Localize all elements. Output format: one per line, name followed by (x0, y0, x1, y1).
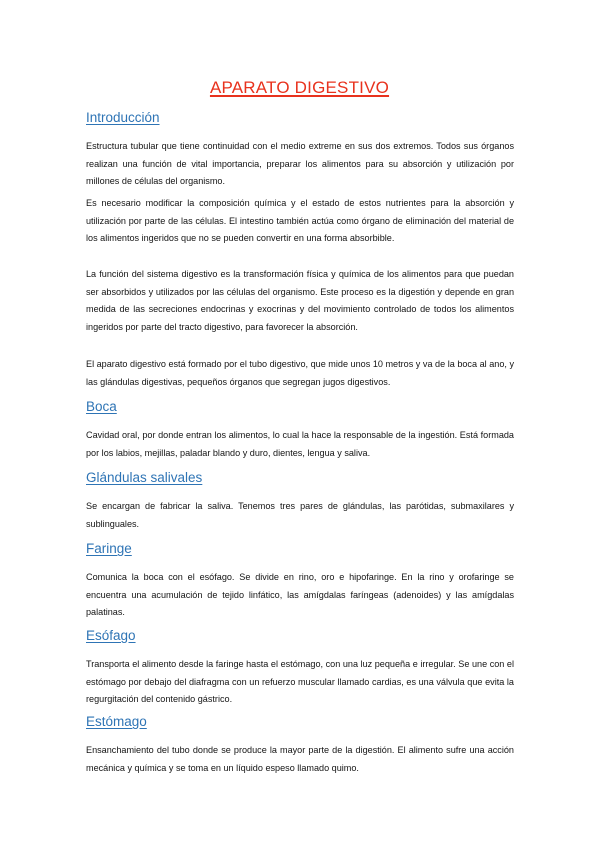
paragraph-glandulas-salivales: Se encargan de fabricar la saliva. Tenemos tres pares de glándulas, las parótidas, submaxilares y sublinguales. (86, 501, 514, 529)
paragraph-estomago: Ensanchamiento del tubo donde se produce la mayor parte de la digestión. El alimento sufre una acción mecánica y química y se toma en un líquido espeso llamado quimo. (86, 745, 514, 773)
paragraph-intro-1: Estructura tubular que tiene continuidad con el medio extreme en sus dos extremos. Todos sus órganos realizan una función de vital importancia, preparar los alimentos para su absorción y utilización por millones de células del organismo. (86, 141, 514, 187)
heading-estomago: Estómago (86, 714, 147, 729)
paragraph-intro-4: El aparato digestivo está formado por el tubo digestivo, que mide unos 10 metros y va de la boca al ano, y las glándulas digestivas, pequeños órganos que segregan jugos digestivos. (86, 359, 514, 387)
heading-esofago: Esófago (86, 628, 136, 643)
heading-boca: Boca (86, 399, 117, 414)
paragraph-esofago: Transporta el alimento desde la faringe hasta el estómago, con una luz pequeña e irregular. Se une con el estómago por debajo del diafragma con un refuerzo muscular llamado cardias, es una válvula que evita la regurgitación del contenido gástrico. (86, 659, 514, 705)
document-title: APARATO DIGESTIVO (209, 78, 390, 97)
paragraph-boca: Cavidad oral, por donde entran los alimentos, lo cual la hace la responsable de la ingestión. Está formada por los labios, mejillas, paladar blando y duro, dientes, lengua y saliva. (86, 430, 514, 458)
paragraph-faringe: Comunica la boca con el esófago. Se divide en rino, oro e hipofaringe. En la rino y orofaringe se encuentra una acumulación de tejido linfático, las amígdalas faríngeas (adenoides) y las amígdalas palatinas. (86, 572, 514, 618)
paragraph-intro-2: Es necesario modificar la composición química y el estado de estos nutrientes para la absorción y utilización por parte de las células. El intestino también actúa como órgano de eliminación del material de los alimentos ingeridos que no se pueden convertir en una forma absorbible. (86, 198, 514, 244)
heading-faringe: Faringe (86, 541, 132, 556)
paragraph-intro-3: La función del sistema digestivo es la transformación física y química de los alimentos para que puedan ser absorbidos y utilizados por las células del organismo. Este proceso es la digestión y depende en gran medida de las secreciones endocrinas y exocrinas y del movimiento controlado de todos los alimentos ingeridos por parte del tracto digestivo, para favorecer la absorción. (86, 269, 514, 333)
heading-introduccion: Introducción (86, 110, 160, 125)
heading-glandulas-salivales: Glándulas salivales (86, 470, 203, 485)
